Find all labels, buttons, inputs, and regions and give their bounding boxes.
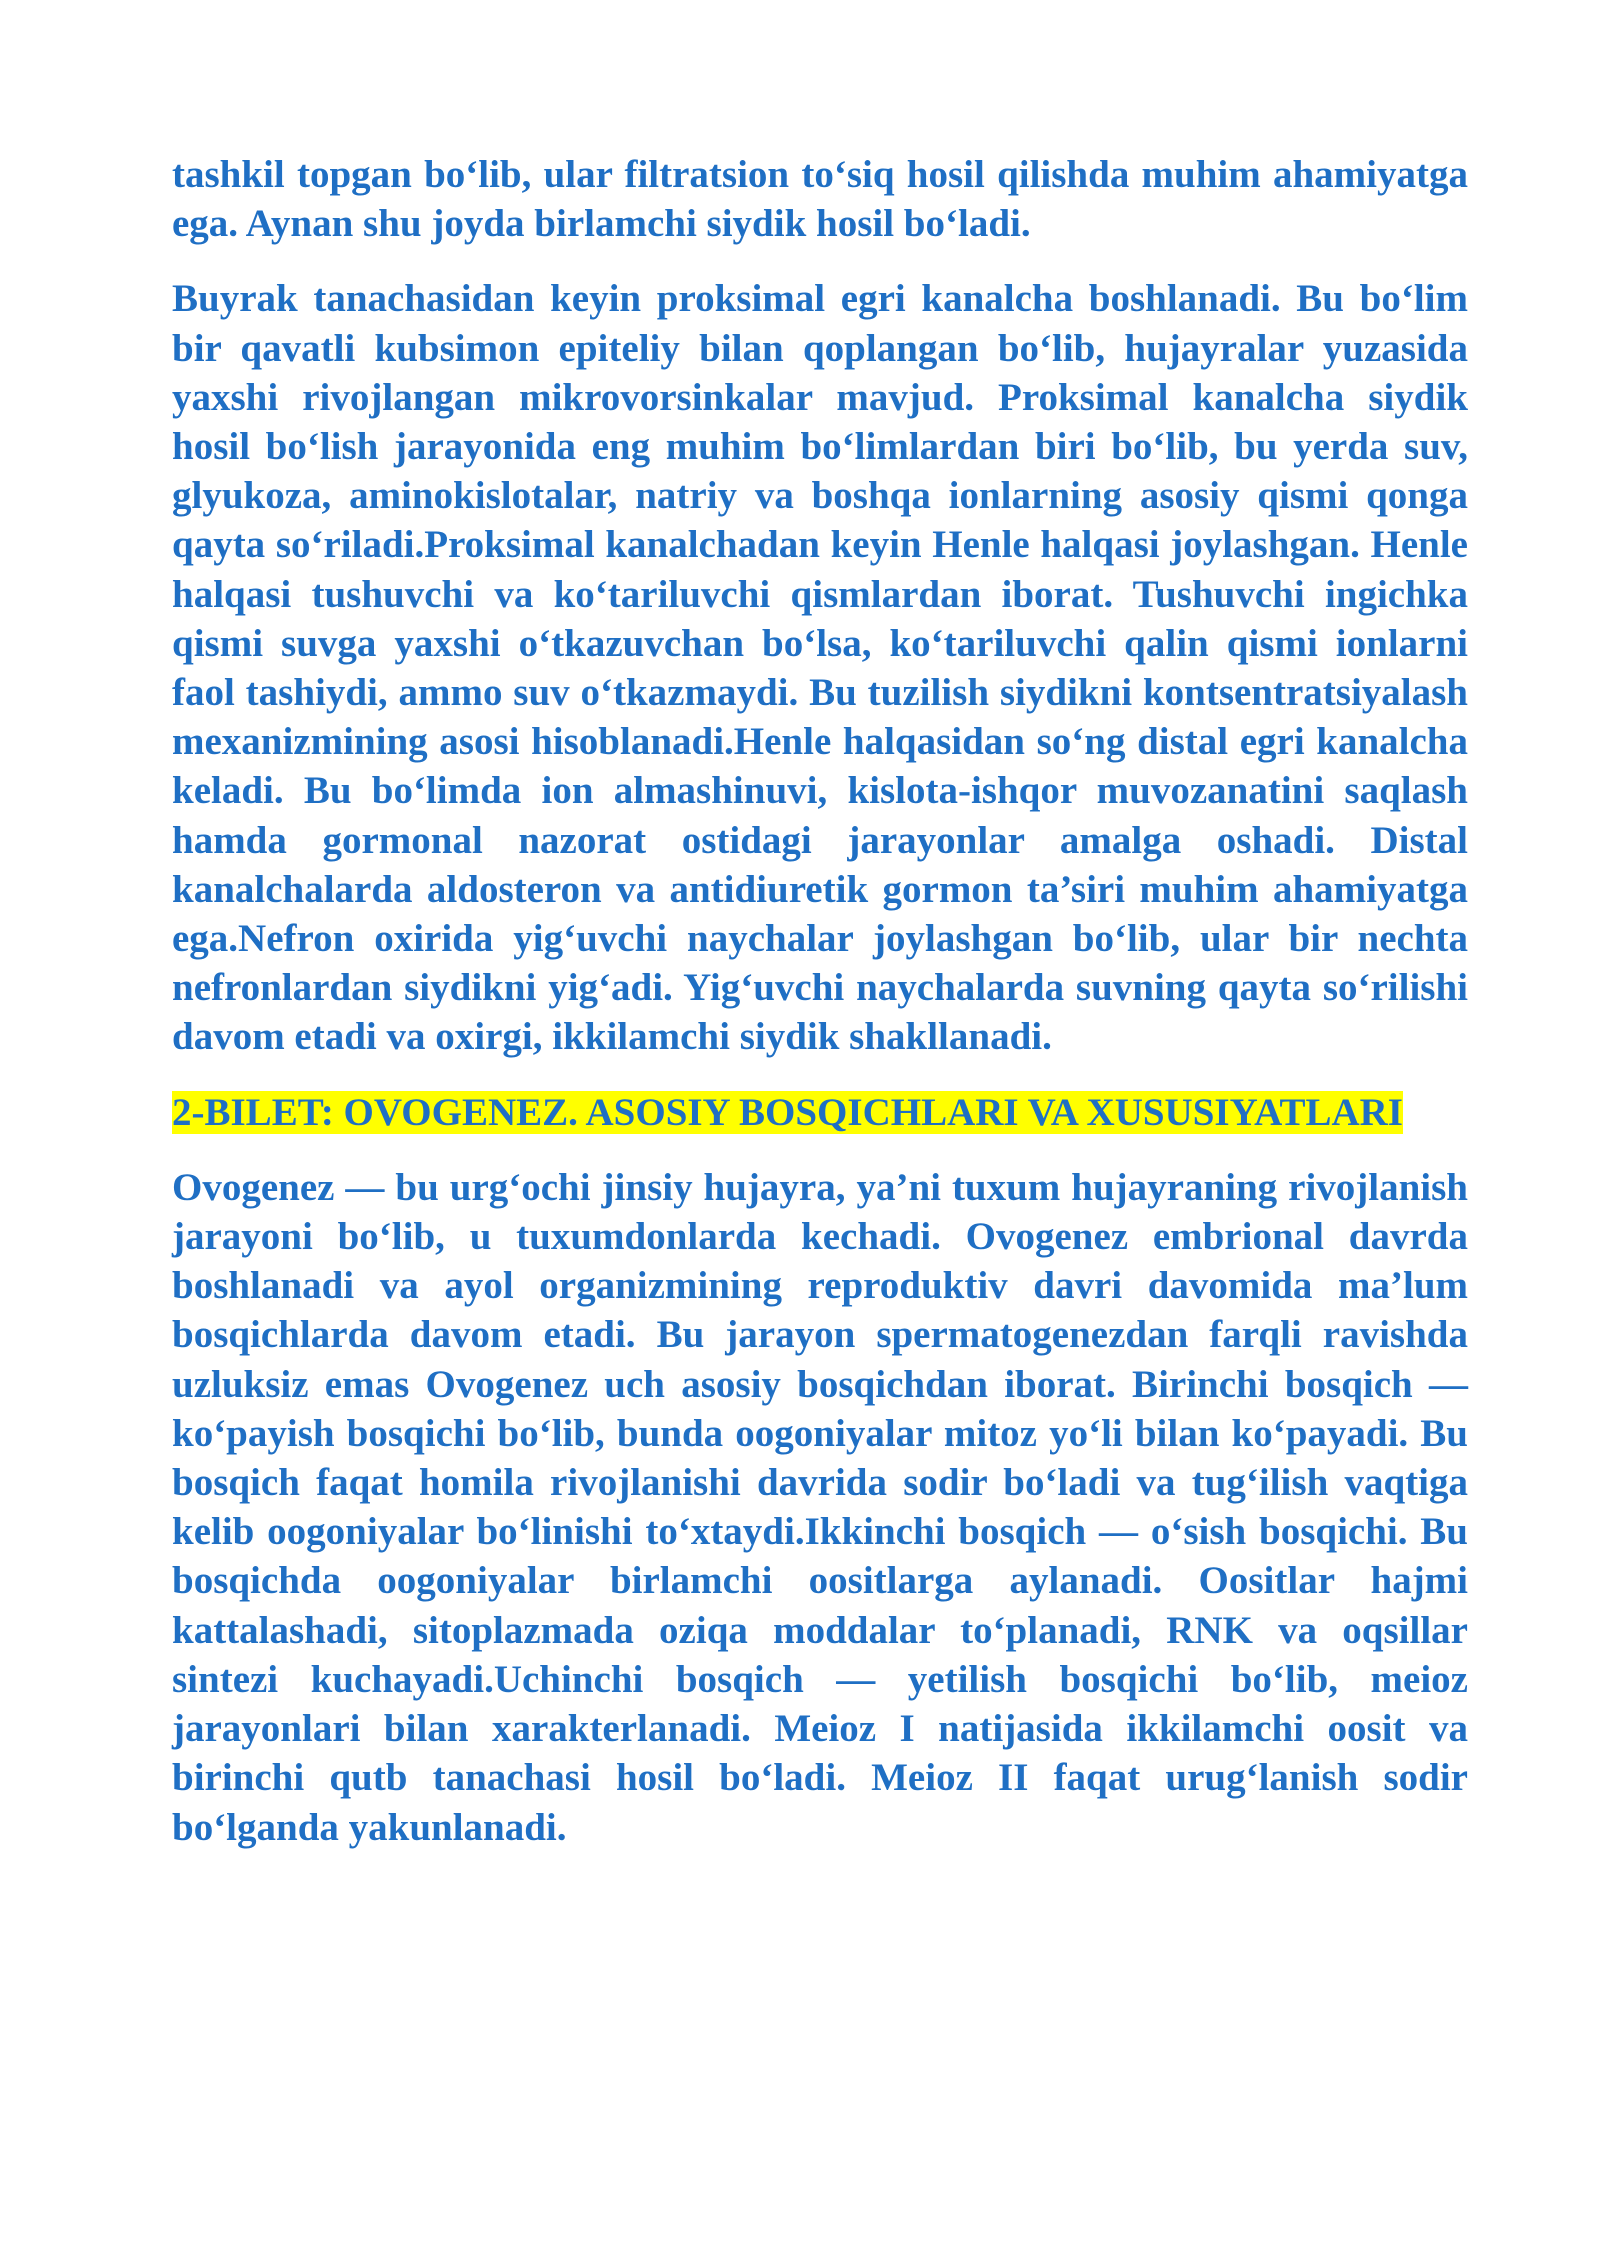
heading-highlight-text: 2-BILET: OVOGENEZ. ASOSIY BOSQICHLARI VA XUSUSIYATLARI (172, 1090, 1403, 1134)
section-heading (172, 1088, 1468, 1137)
paragraph-kidney-intro: tashkil topgan bo‘lib, ular filtratsion to‘siq hosil qilishda muhim ahamiyatga ega. Aynan shu joyda birlamchi siydik hosil bo‘ladi. (172, 153, 1468, 246)
document-page (172, 150, 1468, 1878)
paragraph-nephron-tubules: Buyrak tanachasidan keyin proksimal egri kanalcha boshlanadi. Bu bo‘lim bir qavatli kubsimon epiteliy bilan qoplangan bo‘lib, hujayralar yuzasida yaxshi rivojlangan mikrovorsinkalar mavjud. Proksimal kanalcha siydik hosil bo‘lish jarayonida eng muhim bo‘limlardan biri bo‘lib, bu yerda suv, glyukoza, aminokislotalar, natriy va boshqa ionlarning asosiy qismi qonga qayta so‘riladi.Proksimal kanalchadan keyin Henle halqasi joylashgan. Henle halqasi tushuvchi va ko‘tariluvchi qismlardan iborat. Tushuvchi ingichka qismi suvga yaxshi o‘tkazuvchan bo‘lsa, ko‘tariluvchi qalin qismi ionlarni faol tashiydi, ammo suv o‘tkazmaydi. Bu tuzilish siydikni kontsentratsiyalash mexanizmining asosi hisoblanadi.Henle halqasidan so‘ng distal egri kanalcha keladi. Bu bo‘limda ion almashinuvi, kislota-ishqor muvozanatini saqlash hamda gormonal nazorat ostidagi jarayonlar amalga oshadi. Distal kanalchalarda aldosteron va antidiuretik gormon ta’siri muhim ahamiyatga ega.Nefron oxirida yig‘uvchi naychalar joylashgan bo‘lib, ular bir nechta nefronlardan siydikni yig‘adi. Yig‘uvchi naychalarda suvning qayta so‘rilishi davom etadi va oxirgi, ikkilamchi siydik shakllanadi. (172, 277, 1468, 1059)
paragraph-ovogenesis: Ovogenez — bu urg‘ochi jinsiy hujayra, ya’ni tuxum hujayraning rivojlanish jarayoni bo‘lib, u tuxumdonlarda kechadi. Ovogenez embrional davrda boshlanadi va ayol organizmining reproduktiv davri davomida ma’lum bosqichlarda davom etadi. Bu jarayon spermatogenezdan farqli ravishda uzluksiz emas Ovogenez uch asosiy bosqichdan iborat. Birinchi bosqich — ko‘payish bosqichi bo‘lib, bunda oogoniyalar mitoz yo‘li bilan ko‘payadi. Bu bosqich faqat homila rivojlanishi davrida sodir bo‘ladi va tug‘ilish vaqtiga kelib oogoniyalar bo‘linishi to‘xtaydi.Ikkinchi bosqich — o‘sish bosqichi. Bu bosqichda oogoniyalar birlamchi oositlarga aylanadi. Oositlar hajmi kattalashadi, sitoplazmada oziqa moddalar to‘planadi, RNK va oqsillar sintezi kuchayadi.Uchinchi bosqich — yetilish bosqichi bo‘lib, meioz jarayonlari bilan xarakterlanadi. Meioz I natijasida ikkilamchi oosit va birinchi qutb tanachasi hosil bo‘ladi. Meioz II faqat urug‘lanish sodir bo‘lganda yakunlanadi. (172, 1165, 1468, 1849)
